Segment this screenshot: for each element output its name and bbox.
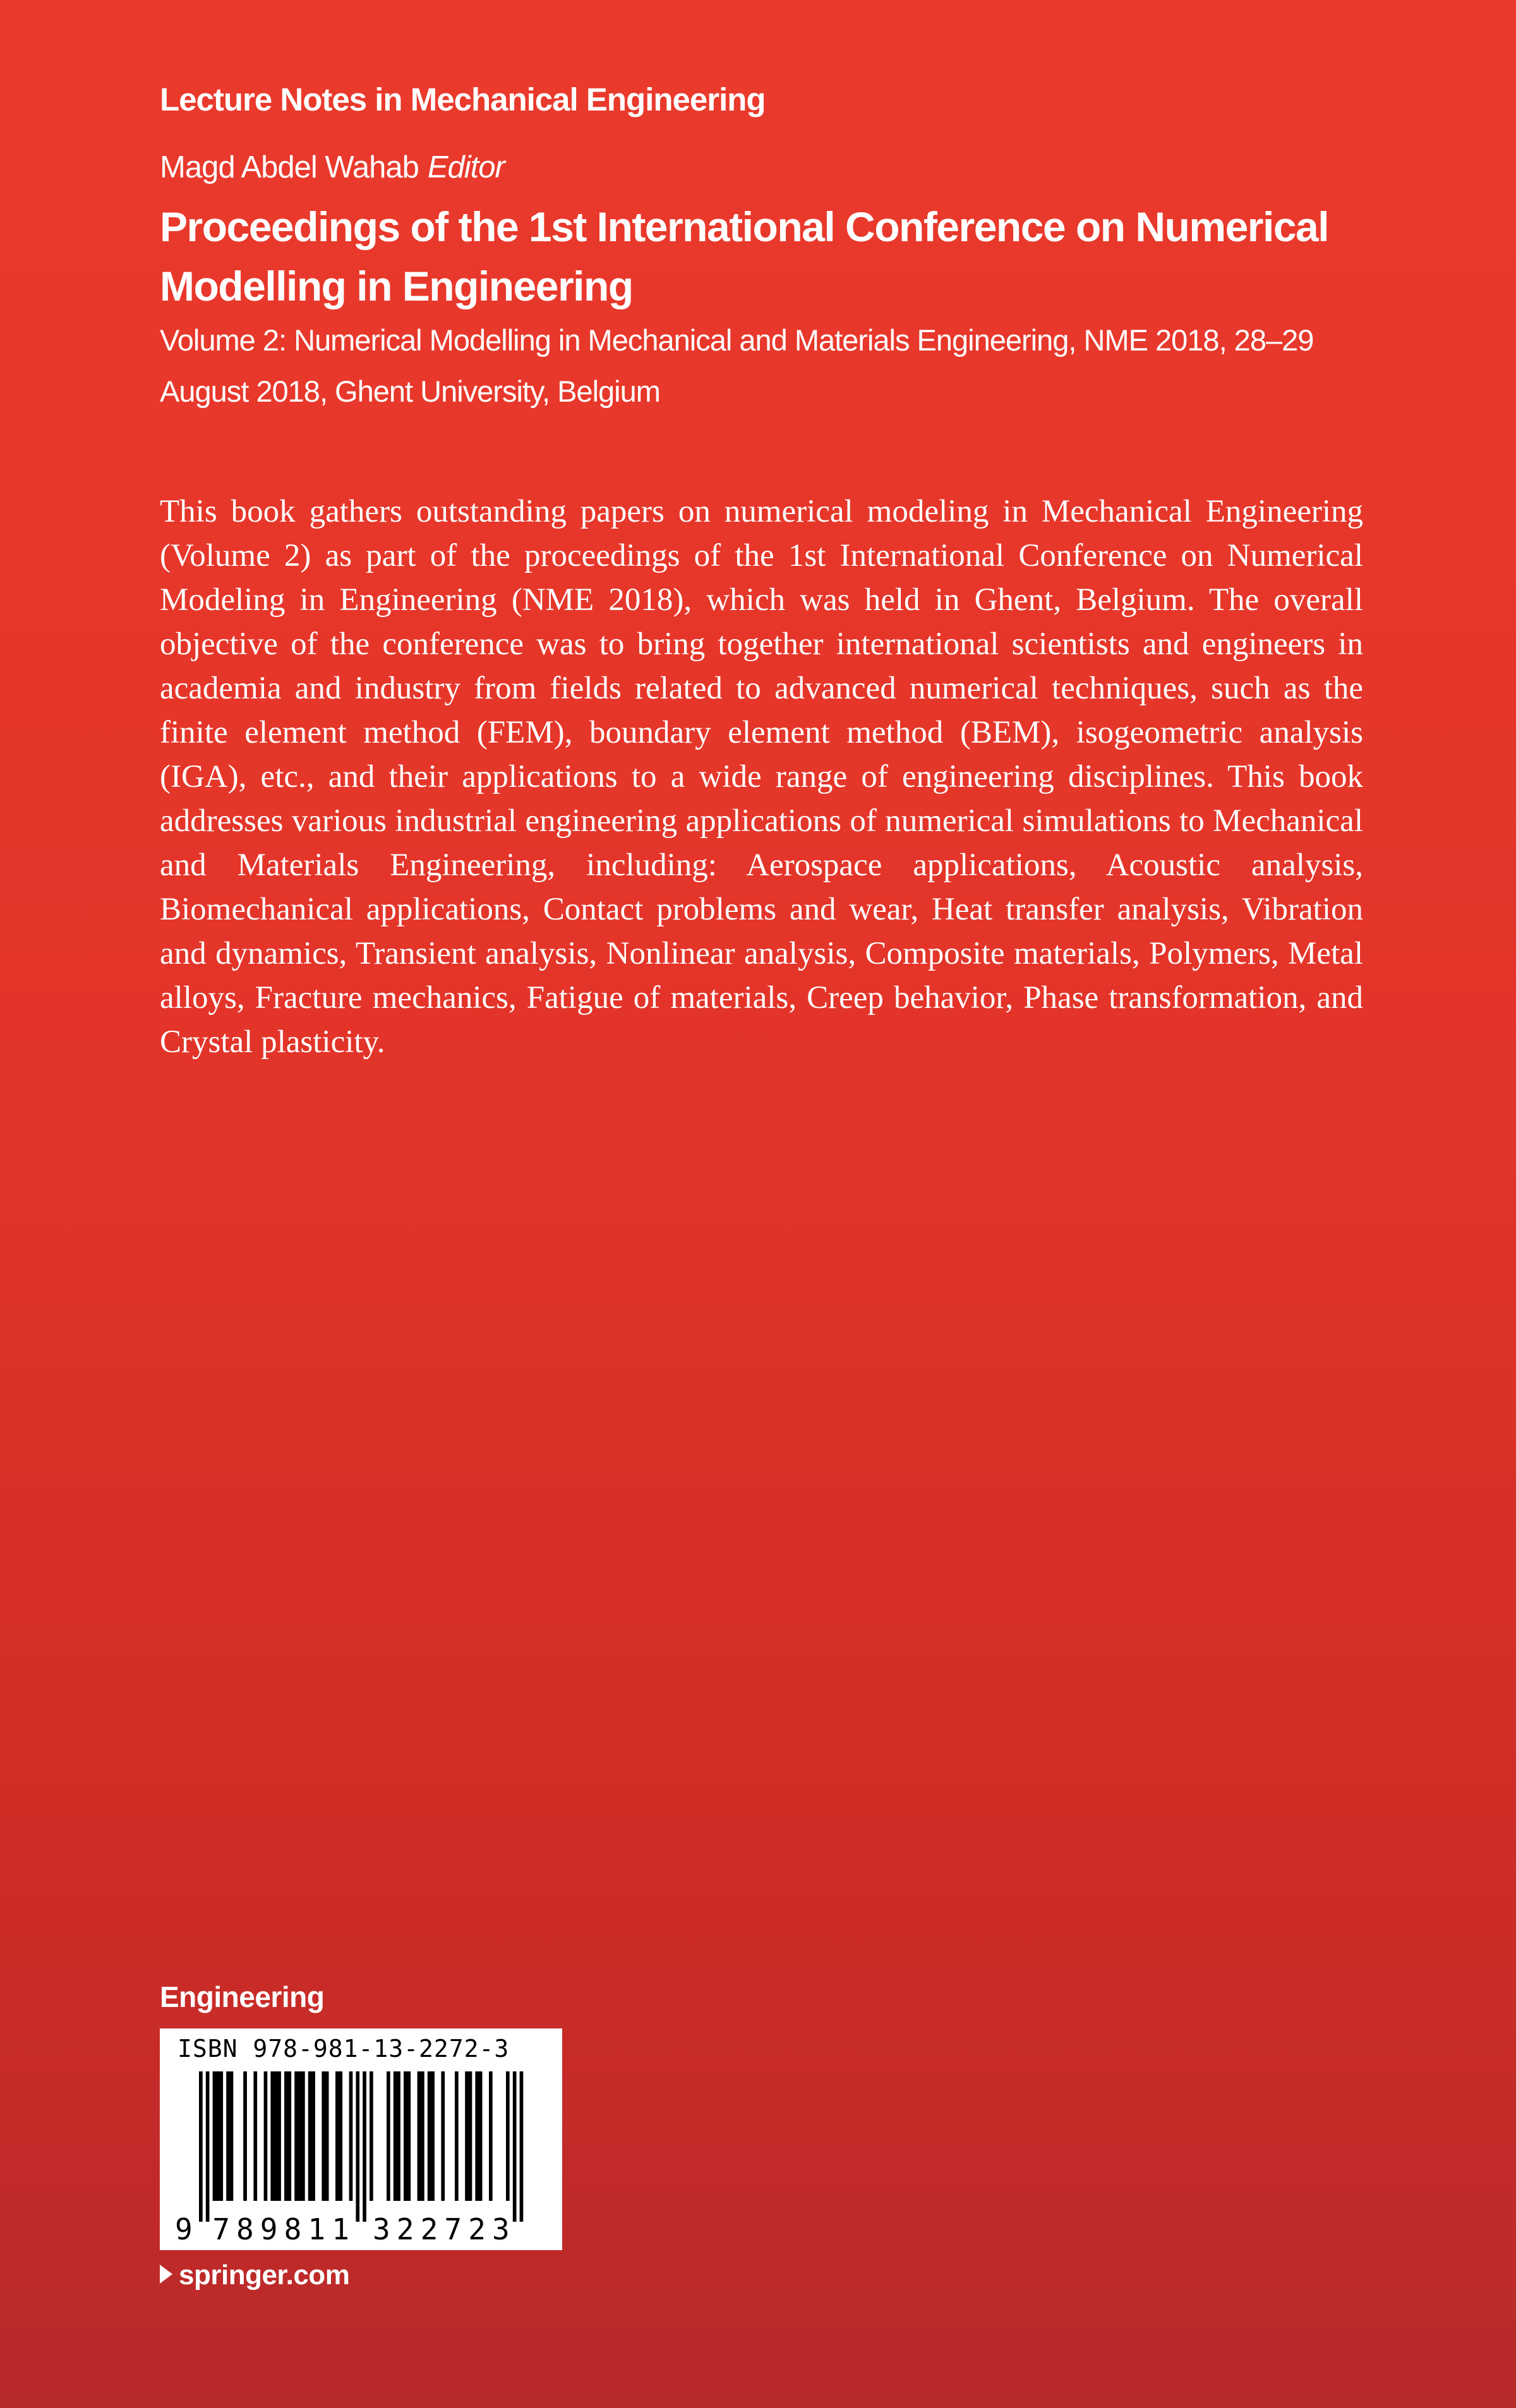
barcode-bar [339, 2071, 342, 2201]
barcode-bar [226, 2071, 230, 2201]
publisher-url: springer.com [179, 2260, 350, 2291]
barcode-bar [270, 2071, 274, 2201]
isbn-barcode [160, 2028, 562, 2250]
barcode-bar [219, 2071, 223, 2201]
barcode-bar [475, 2071, 479, 2201]
barcode-bar [335, 2071, 339, 2201]
barcode-bar [325, 2071, 329, 2201]
barcode-bar [274, 2071, 278, 2201]
barcode-bar [431, 2071, 435, 2201]
barcode-bar [418, 2071, 421, 2201]
barcode-bar [308, 2071, 312, 2201]
barcode-bar [421, 2071, 424, 2201]
barcode-bar [298, 2071, 302, 2201]
barcode-digit: 8 [284, 2212, 302, 2246]
barcode-bar [199, 2071, 203, 2222]
barcode-bar [387, 2071, 390, 2201]
editor-line [160, 150, 505, 185]
barcode-bar [489, 2071, 493, 2201]
play-arrow-icon [160, 2265, 172, 2284]
barcode-digit: 1 [308, 2212, 326, 2246]
barcode-bar [213, 2071, 217, 2201]
barcode-digit: 2 [468, 2212, 486, 2246]
barcode-bar [322, 2071, 325, 2201]
barcode-bar [407, 2071, 411, 2201]
barcode-digit: 2 [420, 2212, 438, 2246]
barcode-bar [284, 2071, 288, 2201]
barcode-bar [506, 2071, 510, 2201]
barcode-bar [479, 2071, 483, 2201]
barcode-bar [243, 2071, 247, 2201]
barcode-bar [294, 2071, 298, 2201]
barcode-bar [394, 2071, 397, 2201]
barcode-digit: 1 [332, 2212, 349, 2246]
book-description: This book gathers outstanding papers on numerical modeling in Mechanical Engineering (Volume 2) as part of the proceedings of the 1st International Conference on Numerical Modeling in Engineering (NME 2018), which was held in Ghent, Belgium. The overall objective of the conference was to bring together international scientists and engineers in academia and industry from fields related to advanced numerical techniques, such as the finite element method (FEM), boundary element method (BEM), isogeometric analysis (IGA), etc., and their applications to a wide range of engineering disciplines. This book addresses various industrial engineering applications of numerical simulations to Mechanical and Materials Engineering, including: Aerospace applications, Acoustic analysis, Biomechanical applications, Contact problems and wear, Heat transfer analysis, Vibration and dynamics, Transient analysis, Nonlinear analysis, Composite materials, Polymers, Metal alloys, Fracture mechanics, Fatigue of materials, Creep behavior, Phase transformation, and Crystal plasticity. [160, 494, 1363, 1060]
barcode-bar [230, 2071, 234, 2201]
book-title: Proceedings of the 1st International Conference on Numerical Modelling in Engineering [160, 203, 1329, 309]
barcode-bar [469, 2071, 472, 2201]
barcode-bar [513, 2071, 517, 2222]
barcode-bar [216, 2071, 220, 2201]
barcode-bar [356, 2071, 359, 2222]
book-subtitle: Volume 2: Numerical Modelling in Mechanical and Materials Engineering, NME 2018, 28–29 August 2018, Ghent University, Belgium [160, 323, 1314, 408]
barcode-digit: 9 [260, 2212, 278, 2246]
barcode-digit: 7 [212, 2212, 230, 2246]
barcode-digit: 3 [492, 2212, 510, 2246]
barcode-bar [311, 2071, 315, 2201]
isbn-label: ISBN 978-981-13-2272-3 [177, 2035, 510, 2063]
barcode-bar [206, 2071, 210, 2222]
barcode-bar [441, 2071, 445, 2201]
editor-name: Magd Abdel Wahab [160, 150, 419, 184]
barcode-bar [363, 2071, 366, 2222]
barcode-bar [264, 2071, 268, 2201]
barcode-bar [287, 2071, 291, 2201]
barcode-bar [404, 2071, 407, 2201]
barcode-bar [253, 2071, 257, 2201]
barcode-bar [455, 2071, 459, 2201]
barcode-icon [160, 2068, 562, 2250]
barcode-bar [428, 2071, 431, 2201]
barcode-digit: 9 [175, 2212, 193, 2246]
barcode-bar [301, 2071, 305, 2201]
barcode-bar [397, 2071, 400, 2201]
barcode-bar [465, 2071, 469, 2201]
barcode-digit: 2 [396, 2212, 414, 2246]
editor-role: Editor [427, 150, 505, 184]
barcode-bar [277, 2071, 281, 2201]
barcode-bar [520, 2071, 524, 2222]
publisher-link[interactable] [160, 2260, 349, 2291]
barcode-bar [370, 2071, 373, 2201]
barcode-digit: 3 [373, 2212, 390, 2246]
series-title: Lecture Notes in Mechanical Engineering [160, 81, 766, 117]
barcode-digit: 8 [236, 2212, 254, 2246]
subject-category: Engineering [160, 1980, 325, 2013]
barcode-digit: 7 [444, 2212, 462, 2246]
barcode-bar [349, 2071, 353, 2201]
